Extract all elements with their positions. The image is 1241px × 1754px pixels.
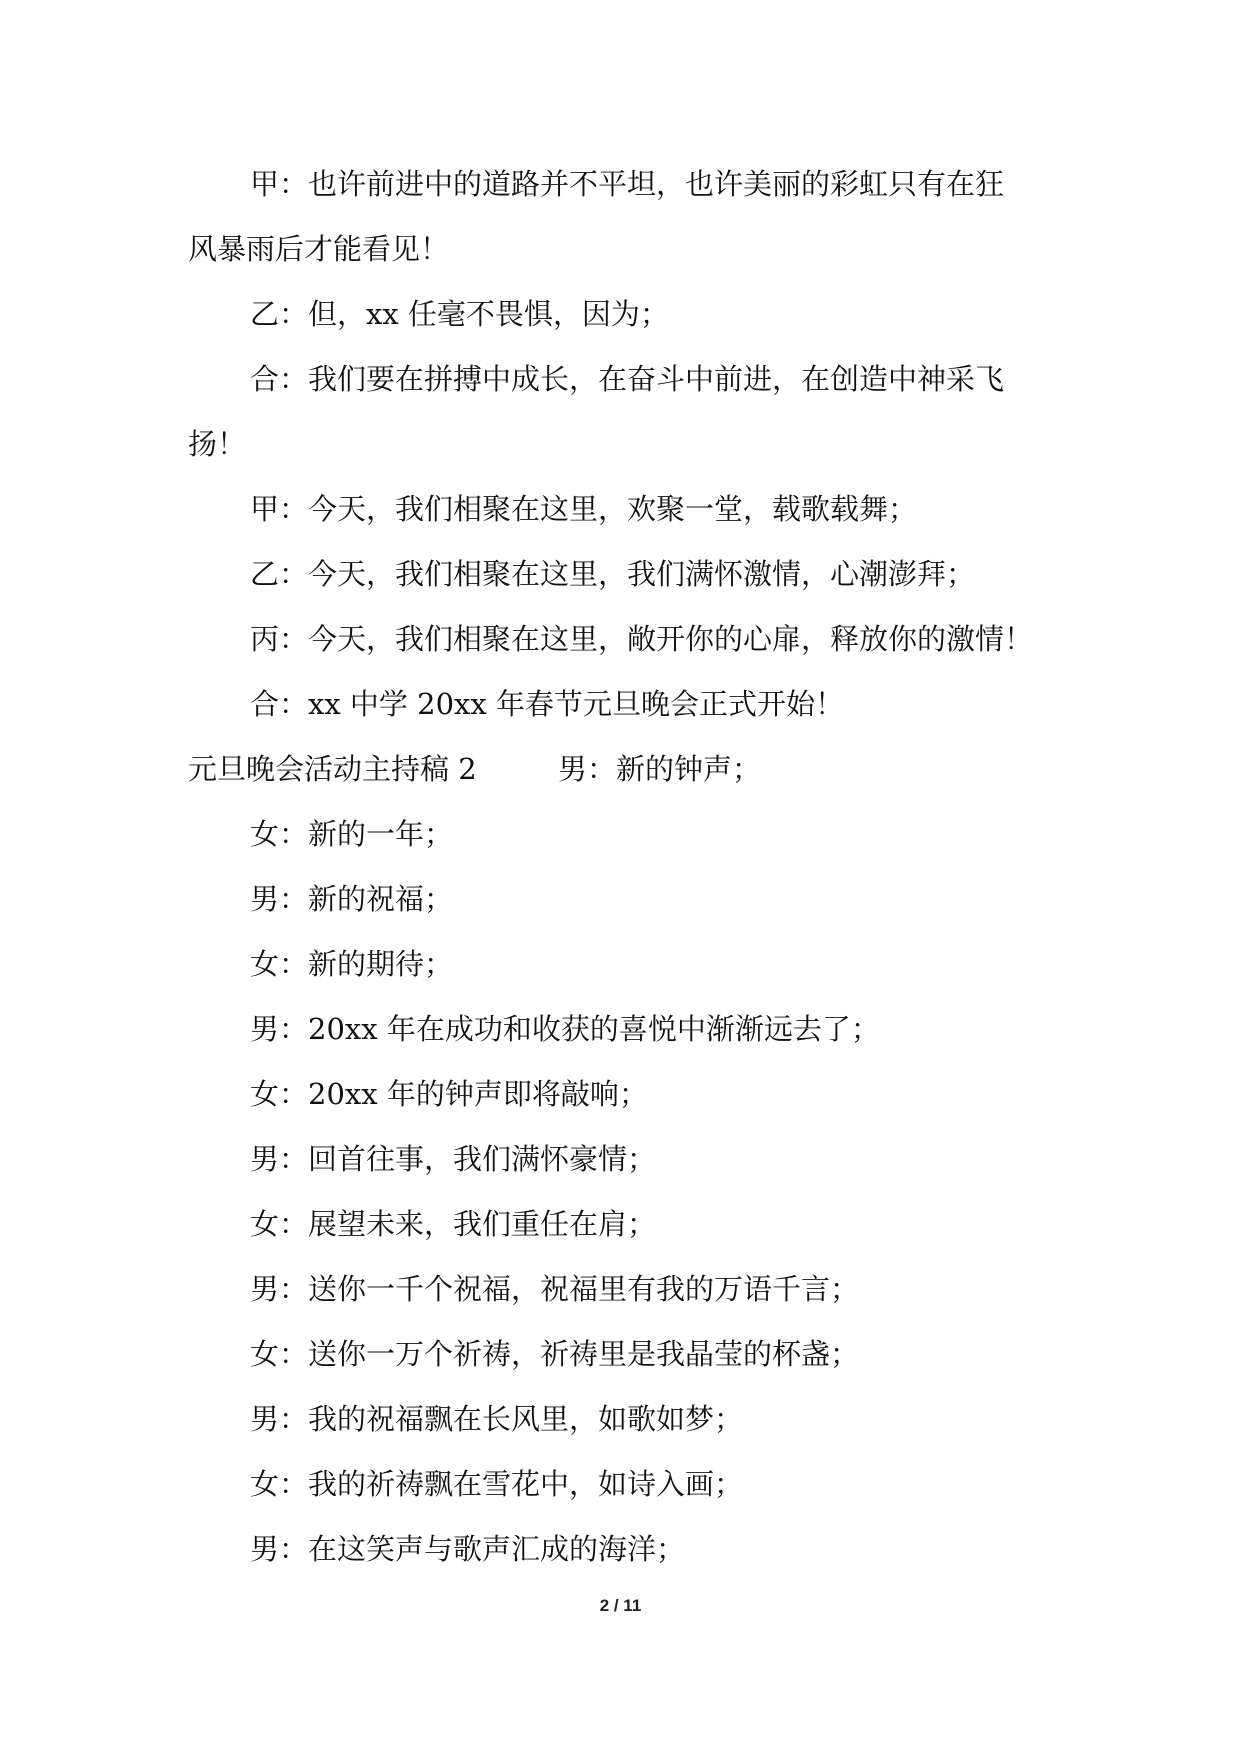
dialogue-line: 女：20xx 年的钟声即将敲响； — [250, 1077, 648, 1111]
section-heading-line — [188, 737, 1058, 802]
page-number: 2 / 11 — [599, 1596, 642, 1615]
paragraph-line: 乙：但，xx 任毫不畏惧，因为； — [250, 297, 669, 331]
paragraph-line: 风暴雨后才能看见！ — [188, 232, 450, 266]
dialogue-line: 男：回首往事，我们满怀豪情； — [250, 1142, 657, 1176]
paragraph-line: 乙：今天，我们相聚在这里，我们满怀激情，心潮澎拜； — [250, 557, 976, 591]
paragraph-line: 丙：今天，我们相聚在这里，敞开你的心扉，释放你的激情！ — [250, 622, 1034, 656]
dialogue-line: 女：送你一万个祈祷，祈祷里是我晶莹的杯盏； — [250, 1337, 860, 1371]
paragraph-line: 合：xx 中学 20xx 年春节元旦晚会正式开始！ — [250, 687, 844, 721]
dialogue-line: 男：在这笑声与歌声汇成的海洋； — [250, 1532, 686, 1566]
dialogue-line: 男：新的钟声； — [558, 752, 762, 786]
paragraph-line: 合：我们要在拼搏中成长，在奋斗中前进，在创造中神采飞 — [250, 362, 1005, 396]
dialogue-line: 男：我的祝福飘在长风里，如歌如梦； — [250, 1402, 744, 1436]
dialogue-line: 女：新的一年； — [250, 817, 454, 851]
dialogue-line: 男：20xx 年在成功和收获的喜悦中渐渐远去了； — [250, 1012, 880, 1046]
dialogue-line: 女：我的祈祷飘在雪花中，如诗入画； — [250, 1467, 744, 1501]
paragraph-line: 扬！ — [188, 427, 247, 461]
dialogue-line: 女：展望未来，我们重任在肩； — [250, 1207, 657, 1241]
paragraph-line: 甲：今天，我们相聚在这里，欢聚一堂，载歌载舞； — [250, 492, 918, 526]
section-title: 元旦晚会活动主持稿 2 — [188, 752, 477, 786]
dialogue-line: 男：新的祝福； — [250, 882, 454, 916]
paragraph-line: 甲：也许前进中的道路并不平坦，也许美丽的彩虹只有在狂 — [250, 167, 1005, 201]
dialogue-line: 女：新的期待； — [250, 947, 454, 981]
document-body — [188, 152, 1058, 1582]
dialogue-line: 男：送你一千个祝福，祝福里有我的万语千言； — [250, 1272, 860, 1306]
